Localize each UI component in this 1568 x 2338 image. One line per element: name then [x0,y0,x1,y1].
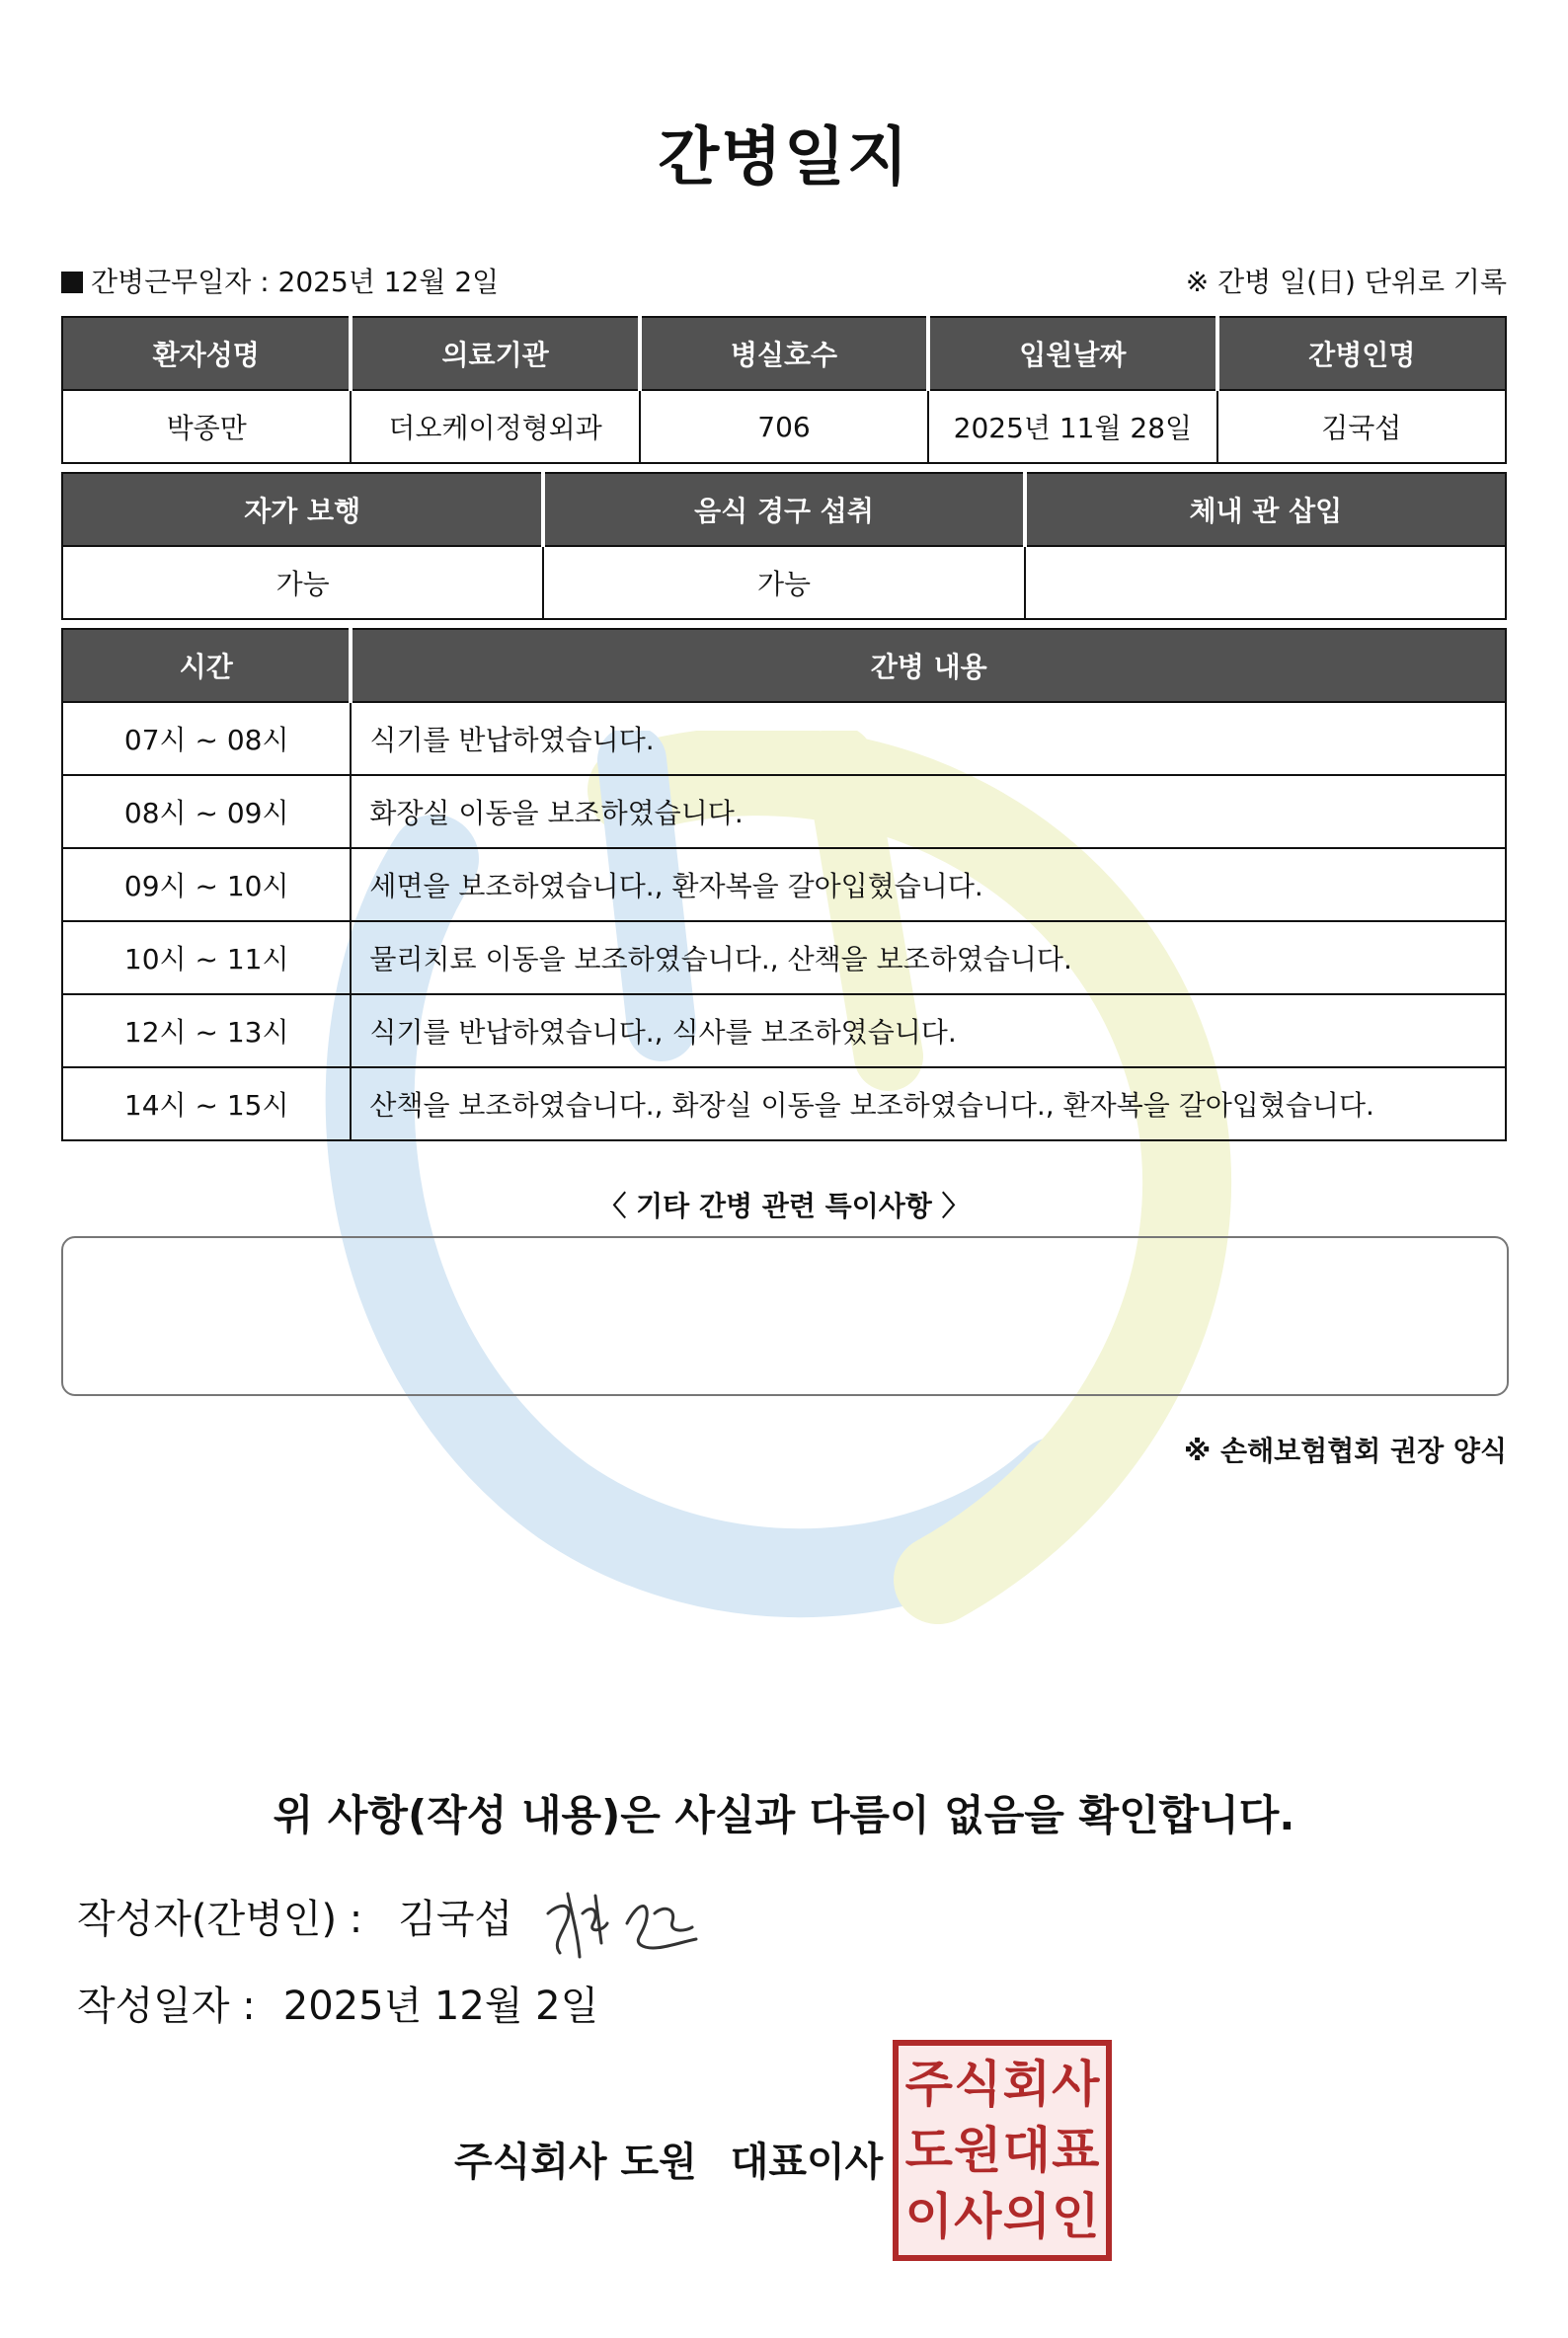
company-signature-line [454,2131,883,2187]
seal-char: 이 [904,2187,953,2245]
header-cell: 간병인명 [1217,317,1506,390]
written-date-label: 작성일자 : [77,1984,256,2029]
square-bullet-icon [61,272,83,293]
table-row [62,921,1506,994]
header-cell: 간병 내용 [351,629,1506,702]
seal-char: 의 [1002,2187,1051,2245]
meta-row [61,261,1507,300]
header-cell: 병실호수 [640,317,928,390]
work-date-value: 2025년 12월 2일 [277,266,500,298]
seal-characters [904,2052,1100,2249]
seal-char: 표 [1052,2121,1100,2179]
table-header-row [62,629,1506,702]
company-name: 주식회사 도원 [454,2140,697,2185]
seal-char: 원 [954,2121,1002,2179]
table-row [62,546,1506,619]
special-notes-title: 〈 기타 간병 관련 특이사항 〉 [598,1190,970,1222]
time-cell: 07시 ~ 08시 [62,702,351,775]
header-cell: 체내 관 삽입 [1025,473,1506,546]
self-walking-value: 가능 [62,546,543,619]
seal-char: 주 [904,2056,953,2114]
form-source-note: ※ 손해보험협회 권장 양식 [1184,1435,1507,1467]
work-date-label: 간병근무일자 [91,266,252,298]
header-cell: 시간 [62,629,351,702]
room-number: 706 [640,390,928,463]
tube-insertion-value [1025,546,1506,619]
confirmation-statement: 위 사항(작성 내용)은 사실과 다름이 없음을 확인합니다. [273,1791,1295,1839]
written-date-value: 2025년 12월 2일 [282,1984,599,2029]
table-row [62,775,1506,848]
seal-char: 도 [904,2121,953,2179]
time-cell: 12시 ~ 13시 [62,994,351,1067]
table-row [62,848,1506,921]
table-row [62,994,1506,1067]
ceo-title: 대표이사 [730,2140,884,2185]
header-cell: 입원날짜 [928,317,1216,390]
content-cell: 식기를 반납하였습니다. [351,702,1506,775]
seal-char: 사 [1052,2056,1100,2114]
seal-char: 사 [954,2187,1002,2245]
work-date: 간병근무일자 : 2025년 12월 2일 [61,261,499,300]
handwritten-signature [538,1874,706,1963]
special-notes-box [61,1236,1509,1396]
content-cell: 물리치료 이동을 보조하였습니다., 산책을 보조하였습니다. [351,921,1506,994]
table-header-row [62,473,1506,546]
header-cell: 환자성명 [62,317,351,390]
time-cell: 14시 ~ 15시 [62,1067,351,1140]
content-cell: 세면을 보조하였습니다., 환자복을 갈아입혔습니다. [351,848,1506,921]
seal-char: 인 [1052,2187,1100,2245]
caregiver-name: 김국섭 [1217,390,1506,463]
patient-info-table [61,316,1507,464]
admission-date: 2025년 11월 28일 [928,390,1216,463]
table-header-row [62,317,1506,390]
content-cell: 화장실 이동을 보조하였습니다. [351,775,1506,848]
page-title: 간병일지 [658,121,910,195]
unit-note: ※ 간병 일(日) 단위로 기록 [1185,266,1507,298]
time-cell: 09시 ~ 10시 [62,848,351,921]
seal-char: 대 [1002,2121,1051,2179]
seal-char: 회 [1002,2056,1051,2114]
time-cell: 10시 ~ 11시 [62,921,351,994]
hospital-name: 더오케이정형외과 [351,390,639,463]
content-cell: 식기를 반납하였습니다., 식사를 보조하였습니다. [351,994,1506,1067]
content-cell: 산책을 보조하였습니다., 화장실 이동을 보조하였습니다., 환자복을 갈아입혔습니다. [351,1067,1506,1140]
written-date-line [77,1975,598,2031]
oral-intake-value: 가능 [543,546,1024,619]
header-cell: 음식 경구 섭취 [543,473,1024,546]
table-row [62,1067,1506,1140]
header-cell: 자가 보행 [62,473,543,546]
patient-status-table [61,472,1507,620]
patient-name: 박종만 [62,390,351,463]
time-cell: 08시 ~ 09시 [62,775,351,848]
care-log-table [61,628,1507,1141]
author-name: 김국섭 [398,1897,513,1942]
company-seal-stamp [893,2040,1112,2261]
author-line [77,1888,512,1944]
table-row [62,702,1506,775]
seal-char: 식 [954,2056,1002,2114]
header-cell: 의료기관 [351,317,639,390]
table-row [62,390,1506,463]
author-label: 작성자(간병인) : [77,1897,363,1942]
